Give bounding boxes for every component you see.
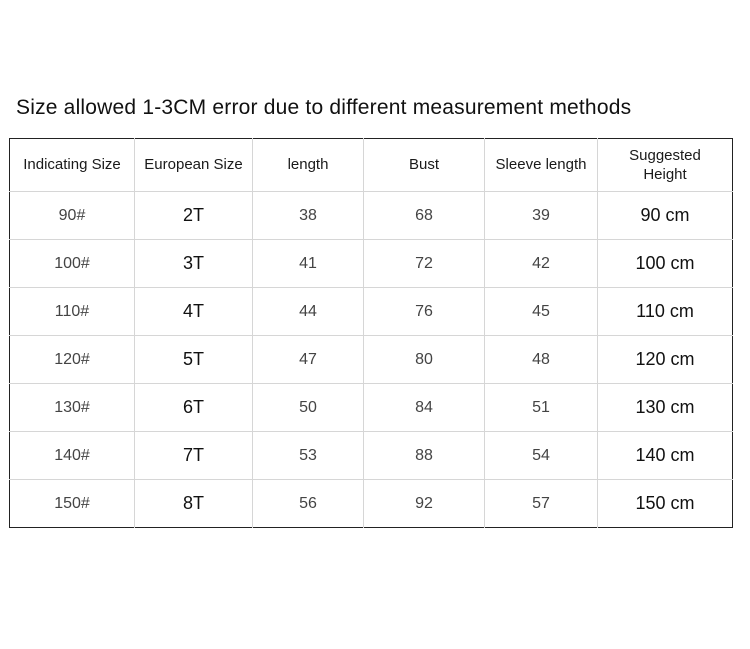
cell-sleeve-length: 57: [485, 480, 598, 528]
cell-bust: 68: [364, 192, 485, 240]
cell-sleeve-length: 54: [485, 432, 598, 480]
cell-length: 53: [253, 432, 364, 480]
cell-european-size: 4T: [135, 288, 253, 336]
cell-length: 41: [253, 240, 364, 288]
cell-sleeve-length: 48: [485, 336, 598, 384]
table-header-row: [10, 139, 733, 192]
header-bust: Bust: [364, 139, 485, 192]
cell-suggested-height: 140 cm: [598, 432, 733, 480]
cell-bust: 80: [364, 336, 485, 384]
cell-indicating-size: 150#: [10, 480, 135, 528]
cell-suggested-height: 110 cm: [598, 288, 733, 336]
cell-european-size: 6T: [135, 384, 253, 432]
cell-sleeve-length: 39: [485, 192, 598, 240]
cell-bust: 88: [364, 432, 485, 480]
cell-suggested-height: 100 cm: [598, 240, 733, 288]
header-suggested-height: [598, 139, 733, 192]
table-row: [10, 192, 733, 240]
cell-bust: 76: [364, 288, 485, 336]
cell-indicating-size: 100#: [10, 240, 135, 288]
size-chart-table: [9, 138, 733, 528]
table-row: [10, 336, 733, 384]
cell-indicating-size: 90#: [10, 192, 135, 240]
cell-sleeve-length: 51: [485, 384, 598, 432]
page-title: Size allowed 1-3CM error due to different measurement methods: [16, 96, 632, 119]
cell-indicating-size: 140#: [10, 432, 135, 480]
cell-bust: 72: [364, 240, 485, 288]
header-suggested-height-text: Suggested Height: [629, 147, 701, 183]
cell-length: 38: [253, 192, 364, 240]
header-length: length: [253, 139, 364, 192]
table-row: [10, 432, 733, 480]
table-row: [10, 240, 733, 288]
table-row: [10, 480, 733, 528]
cell-suggested-height: 150 cm: [598, 480, 733, 528]
cell-european-size: 2T: [135, 192, 253, 240]
cell-indicating-size: 130#: [10, 384, 135, 432]
cell-length: 56: [253, 480, 364, 528]
cell-bust: 92: [364, 480, 485, 528]
table-row: [10, 288, 733, 336]
cell-european-size: 5T: [135, 336, 253, 384]
cell-european-size: 7T: [135, 432, 253, 480]
cell-length: 47: [253, 336, 364, 384]
header-sleeve-length: Sleeve length: [485, 139, 598, 192]
cell-european-size: 8T: [135, 480, 253, 528]
cell-indicating-size: 110#: [10, 288, 135, 336]
cell-suggested-height: 90 cm: [598, 192, 733, 240]
cell-sleeve-length: 42: [485, 240, 598, 288]
cell-european-size: 3T: [135, 240, 253, 288]
header-european-size: European Size: [135, 139, 253, 192]
cell-sleeve-length: 45: [485, 288, 598, 336]
table-row: [10, 384, 733, 432]
cell-length: 50: [253, 384, 364, 432]
cell-suggested-height: 120 cm: [598, 336, 733, 384]
header-indicating-size: Indicating Size: [23, 156, 121, 173]
cell-suggested-height: 130 cm: [598, 384, 733, 432]
cell-bust: 84: [364, 384, 485, 432]
cell-length: 44: [253, 288, 364, 336]
cell-indicating-size: 120#: [10, 336, 135, 384]
